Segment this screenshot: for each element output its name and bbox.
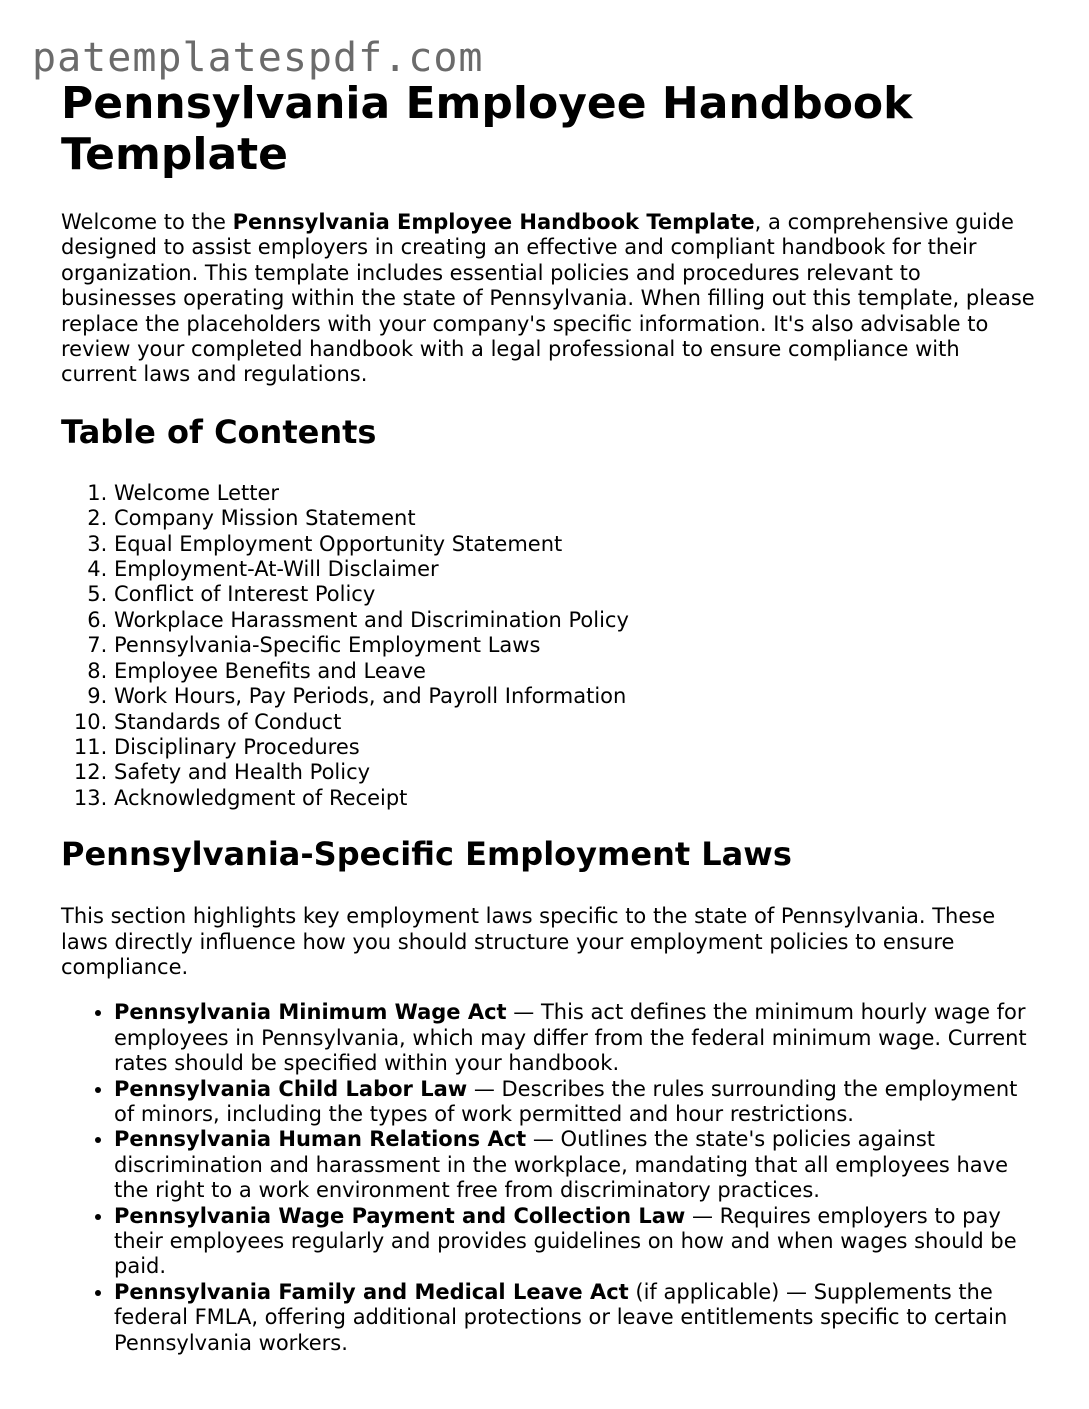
toc-item: 13. Acknowledgment of Receipt (114, 786, 1036, 811)
toc-item: 10. Standards of Conduct (114, 710, 1036, 735)
law-desc: — This act defines the minimum hourly wage for employees in Pennsylvania, which may differ from the federal minimum wage. Current rates should be specified within your handbook. (114, 1000, 1027, 1076)
laws-intro: This section highlights key employment laws specific to the state of Pennsylvania. These laws directly influence how you should structure your employment policies to ensure compliance. (61, 904, 996, 979)
intro-prefix: Welcome to the (61, 210, 233, 234)
toc-item: 5. Conflict of Interest Policy (114, 582, 1036, 607)
law-desc: — Requires employers to pay their employees regularly and provides guidelines on how and when wages should be paid. (114, 1203, 1017, 1279)
law-item (114, 1000, 1036, 1076)
intro-bold-title: Pennsylvania Employee Handbook Template (232, 210, 755, 234)
law-name: Pennsylvania Family and Medical Leave Act (114, 1279, 629, 1304)
toc-item: 8. Employee Benefits and Leave (114, 659, 1036, 684)
law-name: Pennsylvania Child Labor Law (114, 1076, 468, 1101)
toc-item: 2. Company Mission Statement (114, 506, 1036, 531)
toc-item: 6. Workplace Harassment and Discrimination Policy (114, 608, 1036, 633)
intro-paragraph (61, 210, 1036, 388)
toc-item: 7. Pennsylvania-Specific Employment Laws (114, 633, 1036, 658)
law-name: Pennsylvania Wage Payment and Collection Law (114, 1203, 686, 1228)
document-body (61, 78, 1036, 1356)
law-desc: — Describes the rules surrounding the employment of minors, including the types of work permitted and hour restrictions. (114, 1076, 1018, 1126)
toc-list (61, 481, 1036, 811)
law-desc: (if applicable) — Supplements the federal FMLA, offering additional protections or leave entitlements specific to certain Pennsylvania workers. (114, 1279, 1008, 1355)
watermark: patemplatespdf.com (32, 35, 484, 81)
toc-item: 12. Safety and Health Policy (114, 760, 1036, 785)
laws-list (61, 1000, 1036, 1356)
law-item (114, 1127, 1036, 1203)
law-name: Pennsylvania Minimum Wage Act (114, 1000, 507, 1025)
toc-item: 4. Employment-At-Will Disclaimer (114, 557, 1036, 582)
toc-item: 9. Work Hours, Pay Periods, and Payroll Information (114, 684, 1036, 709)
toc-item: 1. Welcome Letter (114, 481, 1036, 506)
toc-heading: Table of Contents (61, 412, 377, 451)
page-title: Pennsylvania Employee Handbook Template (61, 78, 913, 180)
laws-heading: Pennsylvania-Specific Employment Laws (61, 835, 792, 874)
law-name: Pennsylvania Human Relations Act (114, 1127, 527, 1152)
intro-suffix: , a comprehensive guide designed to assist employers in creating an effective and compliant handbook for their organization. This template includes essential policies and procedures relevant to businesses operating within the state of Pennsylvania. When filling out this template, please replace the placeholders with your company's specific information. It's also advisable to review your completed handbook with a legal professional to ensure compliance with current laws and regulations. (61, 210, 1035, 387)
toc-item: 3. Equal Employment Opportunity Statement (114, 532, 1036, 557)
law-item (114, 1077, 1036, 1128)
law-item (114, 1280, 1036, 1356)
law-desc: — Outlines the state's policies against discrimination and harassment in the workplace, mandating that all employees have the right to a work environment free from discriminatory practices. (114, 1127, 1009, 1203)
law-item (114, 1204, 1036, 1280)
toc-item: 11. Disciplinary Procedures (114, 735, 1036, 760)
